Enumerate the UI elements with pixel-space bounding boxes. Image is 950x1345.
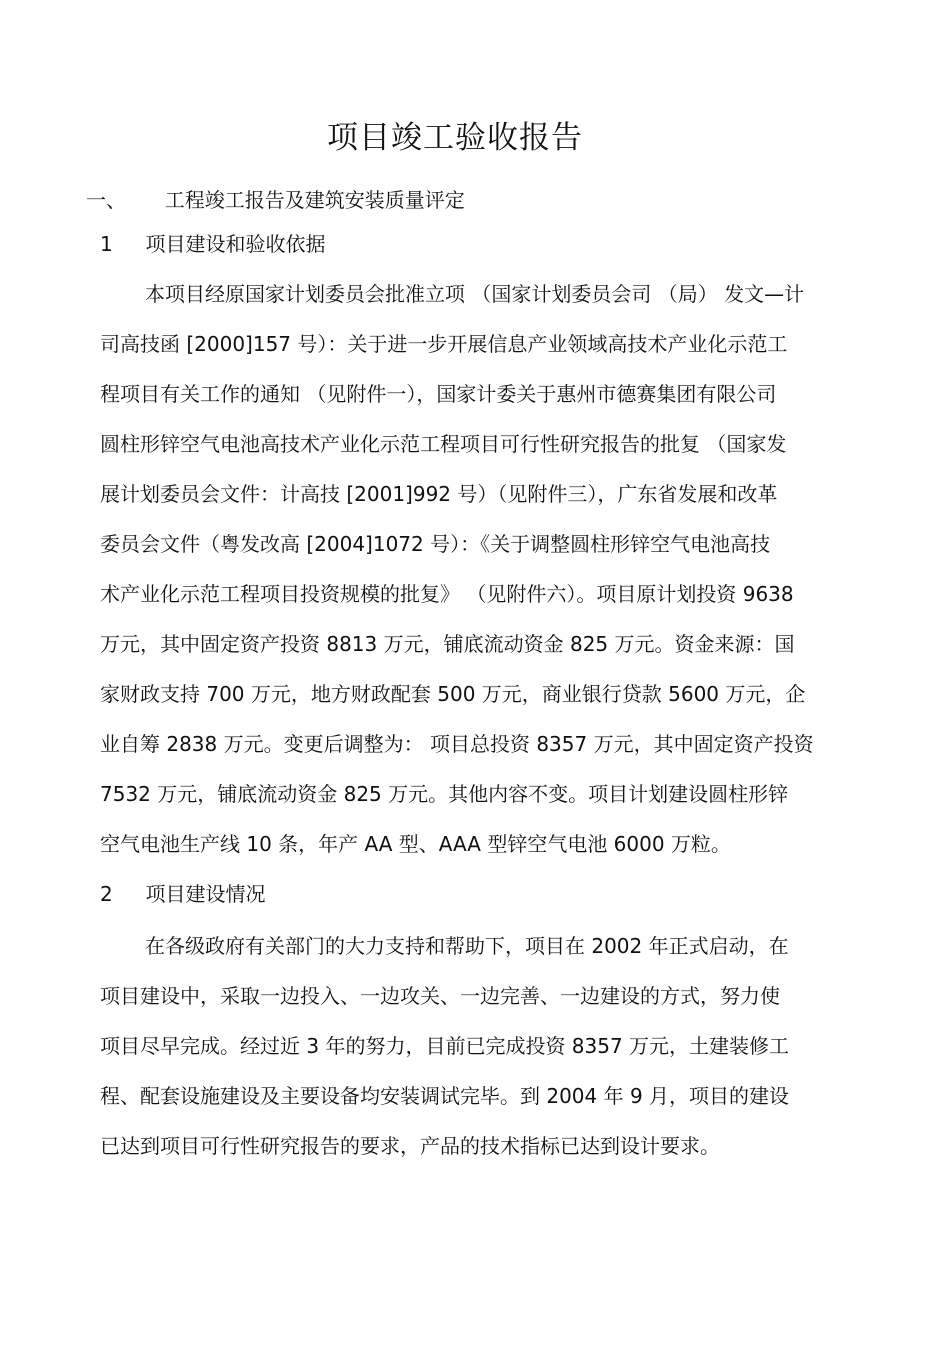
paragraph-1-line: 委员会文件（粤发改高 [2004]1072 号）：《关于调整圆柱形锌空气电池高技 <box>100 532 771 556</box>
paragraph-2-line: 已达到项目可行性研究报告的要求，产品的技术指标已达到设计要求。 <box>100 1134 720 1158</box>
section-heading-1 <box>86 184 465 213</box>
subsection-number: 2 <box>100 882 113 906</box>
subsection-heading-2 <box>100 878 265 907</box>
paragraph-1-line: 业自筹 2838 万元。变更后调整为： 项目总投资 8357 万元，其中固定资产投资 <box>100 732 814 756</box>
paragraph-2-line: 项目建设中，采取一边投入、一边攻关、一边完善、一边建设的方式，努力使 <box>100 984 780 1008</box>
subsection-number: 1 <box>100 232 113 256</box>
paragraph-2-line: 在各级政府有关部门的大力支持和帮助下，项目在 2002 年正式启动，在 <box>145 934 789 958</box>
section-number: 一、 <box>86 188 126 212</box>
subsection-heading-1 <box>100 228 325 257</box>
paragraph-1-line: 圆柱形锌空气电池高技术产业化示范工程项目可行性研究报告的批复 （国家发 <box>100 432 787 456</box>
paragraph-1-line: 空气电池生产线 10 条，年产 AA 型、AAA 型锌空气电池 6000 万粒。 <box>100 832 731 856</box>
paragraph-2-line: 程、配套设施建设及主要设备均安装调试完毕。到 2004 年 9 月，项目的建设 <box>100 1084 790 1108</box>
paragraph-1-line: 术产业化示范工程项目投资规模的批复》 （见附件六）。项目原计划投资 9638 <box>100 582 794 606</box>
subsection-title: 项目建设和验收依据 <box>145 232 326 256</box>
paragraph-1-line: 万元，其中固定资产投资 8813 万元，铺底流动资金 825 万元。资金来源：国 <box>100 632 795 656</box>
paragraph-1-line: 本项目经原国家计划委员会批准立项 （国家计划委员会司 （局） 发文—计 <box>145 282 805 306</box>
paragraph-1-line: 7532 万元，铺底流动资金 825 万元。其他内容不变。项目计划建设圆柱形锌 <box>100 782 789 806</box>
paragraph-1-line: 展计划委员会文件：计高技 [2001]992 号）（见附件三），广东省发展和改革 <box>100 482 778 506</box>
paragraph-2-line: 项目尽早完成。经过近 3 年的努力，目前已完成投资 8357 万元，土建装修工 <box>100 1034 790 1058</box>
paragraph-1-line: 司高技函 [2000]157 号）：关于进一步开展信息产业领域高技术产业化示范工 <box>100 332 788 356</box>
paragraph-1-line: 程项目有关工作的通知 （见附件一），国家计委关于惠州市德赛集团有限公司 <box>100 382 777 406</box>
document-title: 项目竣工验收报告 <box>327 120 583 156</box>
section-title: 工程竣工报告及建筑安装质量评定 <box>164 188 465 212</box>
paragraph-1-line: 家财政支持 700 万元，地方财政配套 500 万元，商业银行贷款 5600 万元，企 <box>100 682 806 706</box>
subsection-title: 项目建设情况 <box>145 882 266 906</box>
